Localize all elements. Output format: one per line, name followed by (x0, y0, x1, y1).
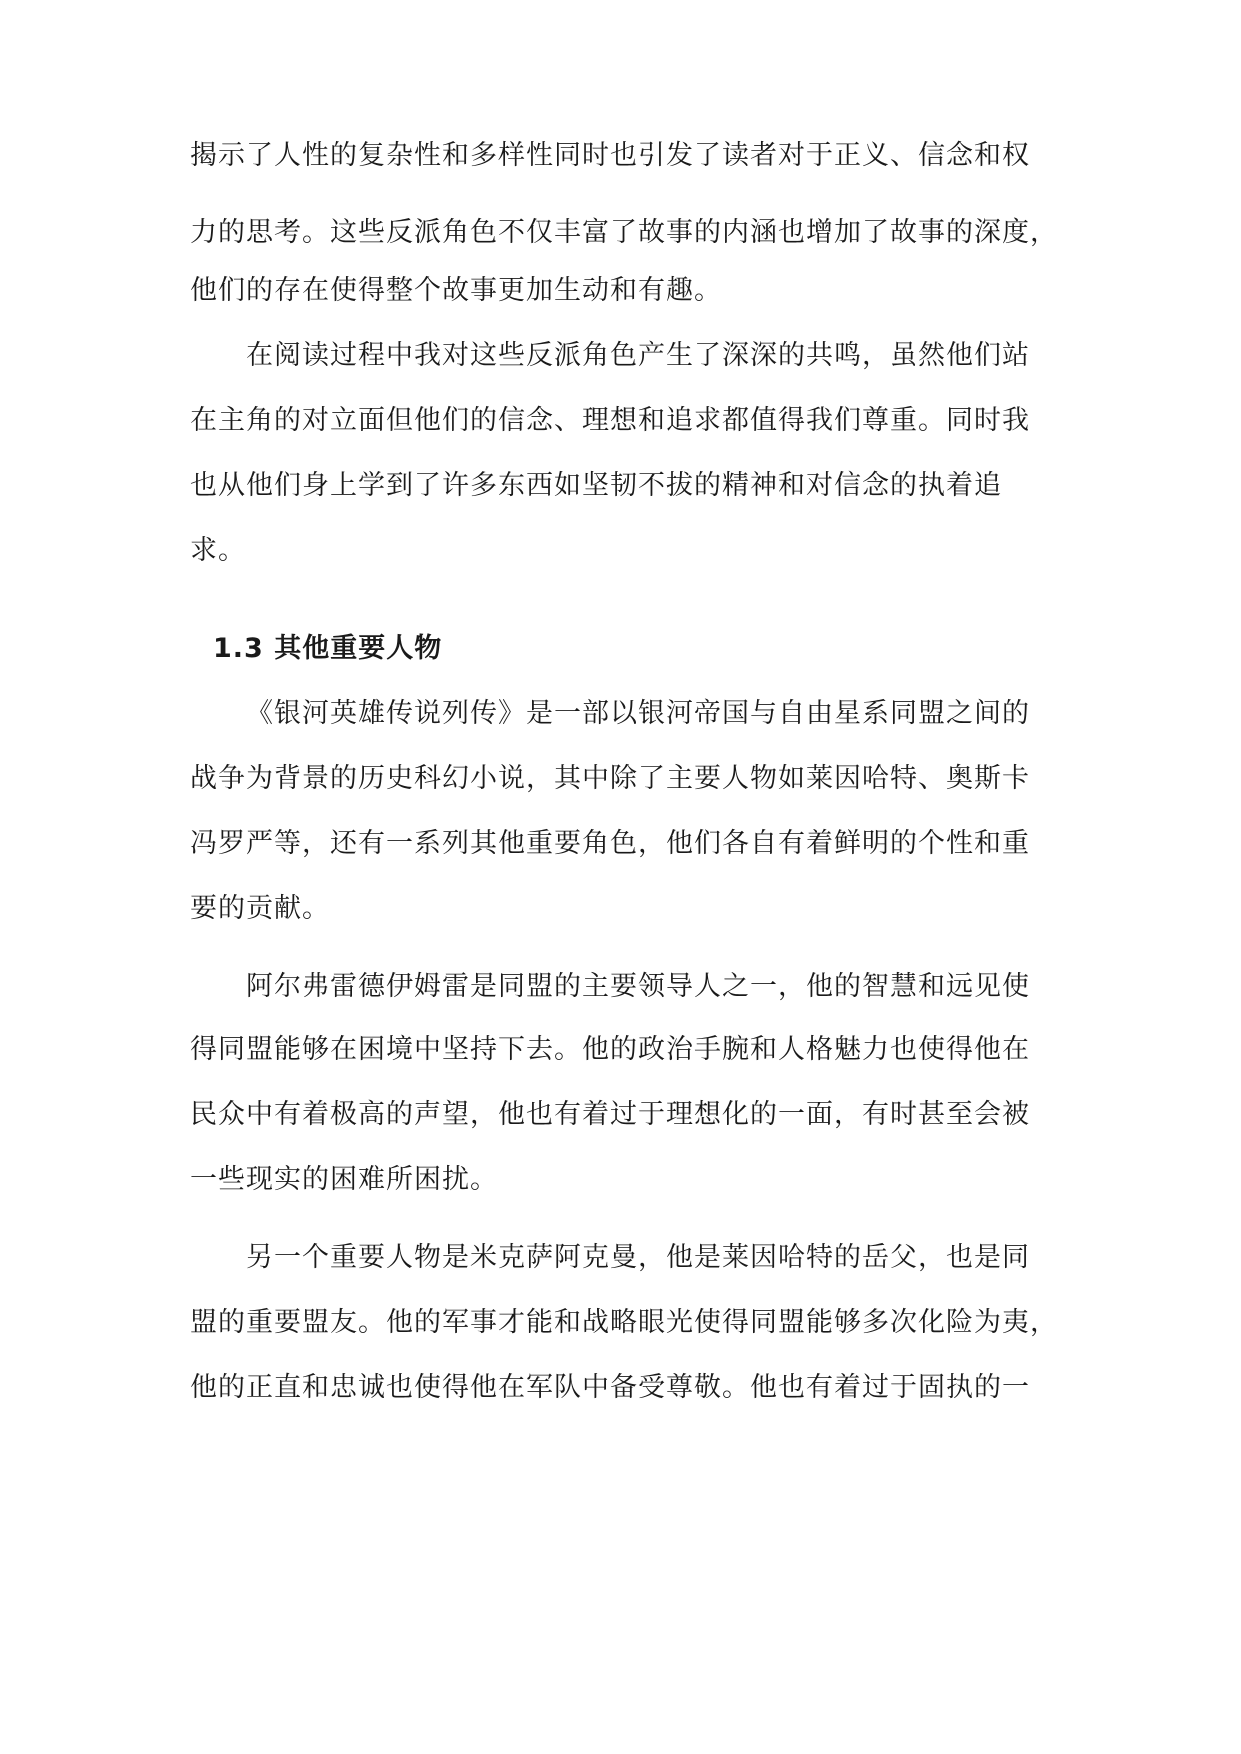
paragraph-line: 在阅读过程中我对这些反派角色产生了深深的共鸣，虽然他们站 (246, 340, 1030, 371)
paragraph-line: 阿尔弗雷德伊姆雷是同盟的主要领导人之一，他的智慧和远见使 (246, 971, 1030, 1002)
paragraph-line: 民众中有着极高的声望，他也有着过于理想化的一面，有时甚至会被 (190, 1099, 1030, 1130)
paragraph-line: 冯罗严等，还有一系列其他重要角色，他们各自有着鲜明的个性和重 (190, 828, 1030, 859)
paragraph-line: 得同盟能够在困境中坚持下去。他的政治手腕和人格魅力也使得他在 (190, 1034, 1030, 1065)
paragraph-line: 一些现实的困难所困扰。 (190, 1164, 498, 1195)
paragraph-line: 他的正直和忠诚也使得他在军队中备受尊敬。他也有着过于固执的一 (190, 1372, 1030, 1403)
paragraph-line: 揭示了人性的复杂性和多样性同时也引发了读者对于正义、信念和权 (190, 140, 1030, 171)
paragraph-line: 力的思考。这些反派角色不仅丰富了故事的内涵也增加了故事的深度， (190, 217, 1058, 248)
paragraph-line: 另一个重要人物是米克萨阿克曼，他是莱因哈特的岳父，也是同 (246, 1242, 1030, 1273)
paragraph-line: 他们的存在使得整个故事更加生动和有趣。 (190, 275, 722, 306)
paragraph-line: 在主角的对立面但他们的信念、理想和追求都值得我们尊重。同时我 (190, 405, 1030, 436)
paragraph-line: 也从他们身上学到了许多东西如坚韧不拔的精神和对信念的执着追 (190, 470, 1002, 501)
paragraph-line: 《银河英雄传说列传》是一部以银河帝国与自由星系同盟之间的 (246, 698, 1030, 729)
paragraph-line: 求。 (190, 535, 246, 566)
section-heading: 1.3 其他重要人物 (213, 633, 443, 664)
paragraph-line: 要的贡献。 (190, 893, 330, 924)
paragraph-line: 战争为背景的历史科幻小说，其中除了主要人物如莱因哈特、奥斯卡 (190, 763, 1030, 794)
paragraph-line: 盟的重要盟友。他的军事才能和战略眼光使得同盟能够多次化险为夷， (190, 1307, 1058, 1338)
